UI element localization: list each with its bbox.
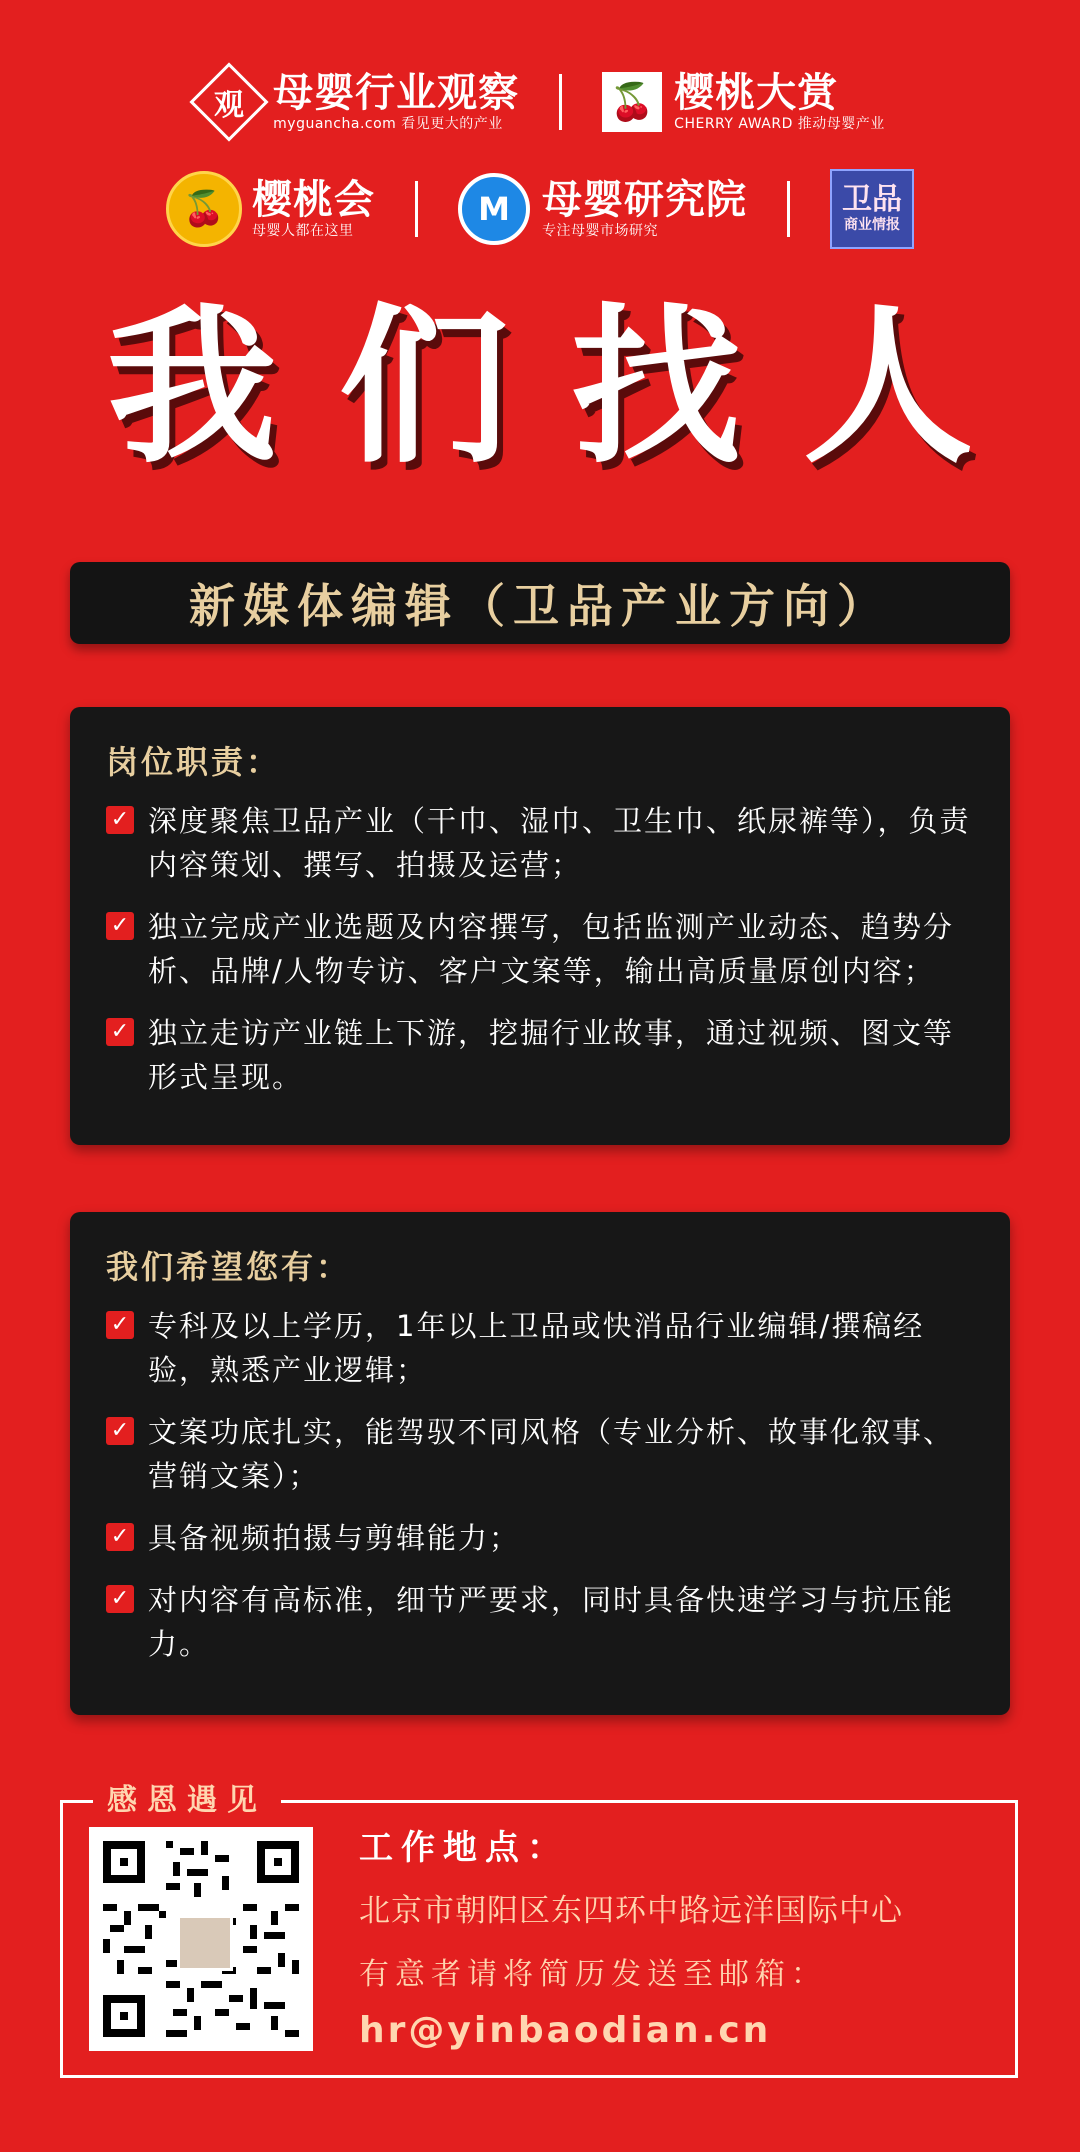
- logo-weipin-intel[interactable]: [830, 169, 914, 249]
- contact-label: 感恩遇见: [93, 1779, 281, 1823]
- weipin-logo-big: 卫品: [842, 182, 902, 217]
- logo-sub: CHERRY AWARD 推动母婴产业: [674, 116, 885, 132]
- location-title: 工作地点：: [359, 1828, 569, 1868]
- position-title-bar: [70, 562, 1010, 644]
- qr-center-avatar: [177, 1915, 233, 1971]
- logo-research-institute[interactable]: [458, 173, 747, 245]
- weipin-logo-small: 商业情报: [844, 217, 900, 233]
- requirements-card: [70, 1212, 1010, 1715]
- logo-divider: [559, 74, 562, 130]
- checkbox-icon: ✓: [106, 912, 134, 940]
- list-item-text: 深度聚焦卫品产业（干巾、湿巾、卫生巾、纸尿裤等），负责内容策划、撰写、拍摄及运营；: [148, 804, 971, 882]
- guancha-logo-icon: 观: [190, 62, 269, 141]
- logo-sub: 专注母婴市场研究: [542, 223, 658, 239]
- logo-name: 母婴研究院: [542, 177, 747, 223]
- qr-code[interactable]: [89, 1827, 313, 2051]
- list-item: [106, 905, 974, 993]
- requirements-title: 我们希望您有：: [106, 1248, 352, 1286]
- logo-divider: [787, 181, 790, 237]
- headline: 我们找人: [106, 289, 1035, 487]
- logo-name: 樱桃大赏: [674, 70, 839, 116]
- responsibilities-title: 岗位职责：: [106, 743, 282, 781]
- list-item-text: 对内容有高标准，细节严要求，同时具备快速学习与抗压能力。: [148, 1583, 955, 1661]
- qr-finder: [103, 1995, 145, 2037]
- contact-box: [60, 1783, 1018, 2078]
- checkbox-icon: ✓: [106, 1523, 134, 1551]
- list-item: [106, 799, 974, 887]
- list-item: [106, 1578, 974, 1666]
- logo-row-top: [0, 62, 1080, 142]
- logo-sub: 母婴人都在这里: [252, 223, 354, 239]
- qr-finder: [103, 1841, 145, 1883]
- logo-cherry-award[interactable]: [602, 71, 885, 133]
- list-item-text: 专科及以上学历，1年以上卫品或快消品行业编辑/撰稿经验，熟悉产业逻辑；: [148, 1309, 925, 1387]
- logo-row-bottom: [0, 164, 1080, 254]
- list-item: [106, 1304, 974, 1392]
- position-title: 新媒体编辑（卫品产业方向）: [189, 579, 891, 633]
- resume-note: 有意者请将简历发送至邮箱：: [359, 1957, 827, 1992]
- checkbox-icon: ✓: [106, 1417, 134, 1445]
- logo-divider: [415, 181, 418, 237]
- qr-pattern: [103, 1841, 299, 2037]
- responsibilities-card: [70, 707, 1010, 1145]
- logo-cherry-club[interactable]: [166, 171, 375, 247]
- research-logo-icon: M: [458, 173, 530, 245]
- list-item-text: 独立完成产业选题及内容撰写，包括监测产业动态、趋势分析、品牌/人物专访、客户文案等，输出高质量原创内容；: [148, 910, 955, 988]
- address: 北京市朝阳区东四环中路远洋国际中心: [359, 1893, 903, 1929]
- checkbox-icon: ✓: [106, 1018, 134, 1046]
- checkbox-icon: ✓: [106, 1311, 134, 1339]
- checkbox-icon: ✓: [106, 1585, 134, 1613]
- logo-name: 樱桃会: [252, 177, 375, 223]
- list-item: [106, 1011, 974, 1099]
- list-item-text: 具备视频拍摄与剪辑能力；: [148, 1521, 521, 1555]
- checkbox-icon: ✓: [106, 806, 134, 834]
- logo-name: 母婴行业观察: [273, 70, 520, 116]
- list-item-text: 文案功底扎实，能驾驭不同风格（专业分析、故事化叙事、营销文案）；: [148, 1415, 955, 1493]
- list-item: [106, 1410, 974, 1498]
- qr-finder: [257, 1841, 299, 1883]
- cherry-coin-icon: 🍒: [166, 171, 242, 247]
- list-item: [106, 1516, 974, 1560]
- list-item-text: 独立走访产业链上下游，挖掘行业故事，通过视频、图文等形式呈现。: [148, 1016, 955, 1094]
- cherry-icon: 🍒: [602, 72, 662, 132]
- logo-muying-guancha[interactable]: [195, 71, 519, 133]
- email-address[interactable]: hr@yinbaodian.cn: [359, 2010, 772, 2051]
- logo-sub: myguancha.com 看见更大的产业: [273, 116, 503, 132]
